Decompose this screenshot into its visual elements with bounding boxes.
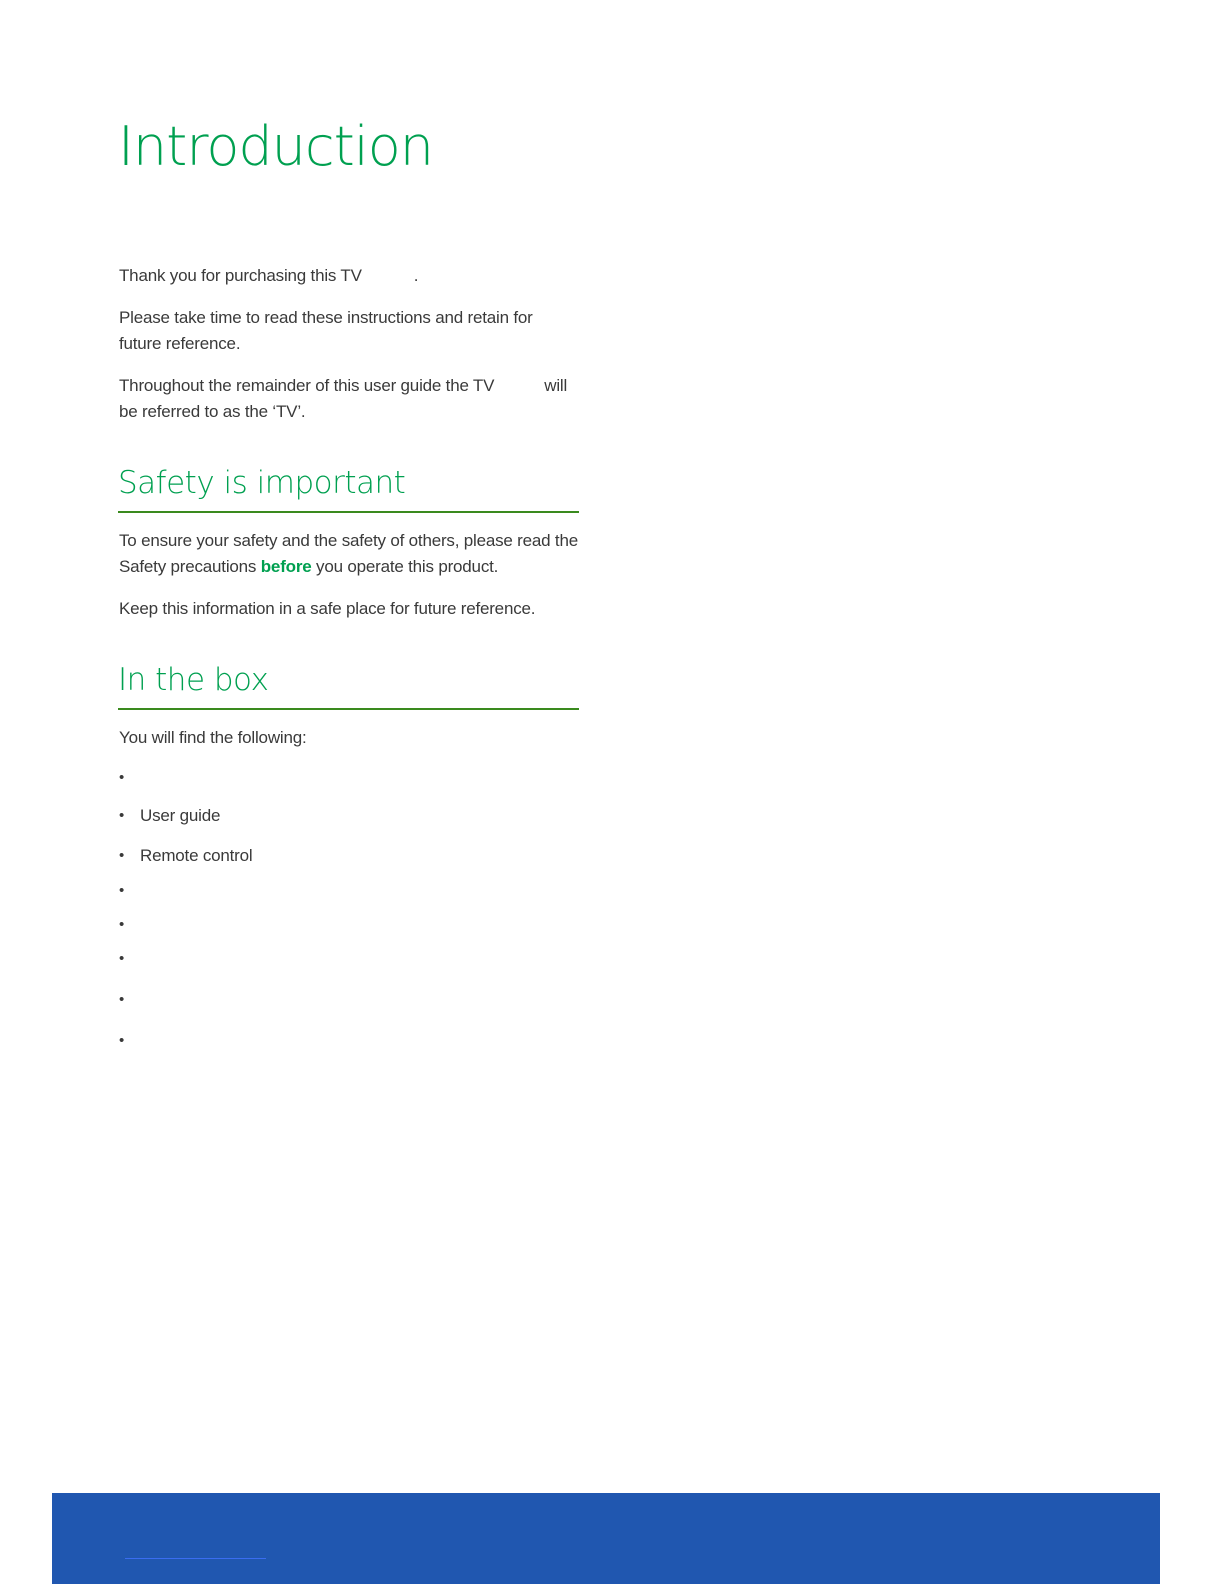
safety-paragraph xyxy=(119,528,587,580)
intro-remainder xyxy=(119,373,581,425)
list-item-text: User guide xyxy=(140,806,221,825)
bullet-icon: • xyxy=(119,916,125,933)
footer-link-underline[interactable] xyxy=(125,1558,266,1559)
list-item-text: Remote control xyxy=(140,846,253,865)
bullet-icon: • xyxy=(119,769,125,786)
bullet-icon: • xyxy=(119,807,125,824)
intro-thanks-text: Thank you for purchasing this TV xyxy=(119,266,362,285)
intro-thanks xyxy=(119,263,589,289)
bullet-icon: • xyxy=(119,882,125,899)
safety-para-start: To ensure your safety and the safety of others, please read the Safety precautions xyxy=(119,531,578,576)
safety-keep-info: Keep this information in a safe place for future reference. xyxy=(119,599,536,618)
box-heading: In the box xyxy=(118,662,269,698)
box-heading-rule xyxy=(118,708,579,710)
box-lead: You will find the following: xyxy=(119,728,307,747)
intro-read-instructions: Please take time to read these instructions and retain for future reference. xyxy=(119,308,533,353)
safety-emphasis: before xyxy=(260,557,312,576)
safety-para-end: you operate this product. xyxy=(316,557,499,576)
page-title: Introduction xyxy=(118,115,434,178)
bullet-icon: • xyxy=(119,991,125,1008)
footer-bar xyxy=(52,1493,1160,1584)
bullet-icon: • xyxy=(119,950,125,967)
intro-remainder-start: Throughout the remainder of this user guide the TV xyxy=(119,376,495,395)
safety-heading: Safety is important xyxy=(118,465,406,501)
safety-heading-rule xyxy=(118,511,579,513)
intro-thanks-end: . xyxy=(413,266,419,285)
bullet-icon: • xyxy=(119,1032,125,1049)
bullet-icon: • xyxy=(119,847,125,864)
intro-remainder-end: will be referred to as the ‘TV’. xyxy=(119,376,568,421)
